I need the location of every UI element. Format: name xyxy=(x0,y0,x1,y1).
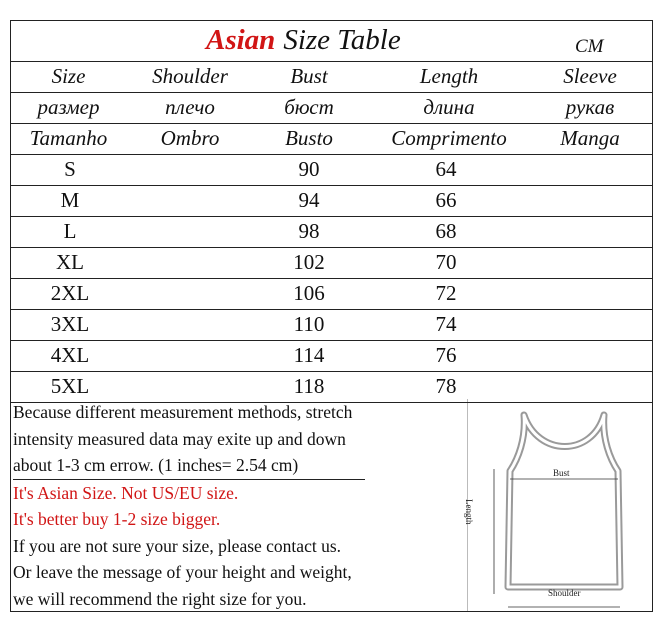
header-cell: Ombro xyxy=(160,126,220,150)
size-cell: L xyxy=(63,219,77,243)
header-row xyxy=(11,123,652,155)
length-cell: 70 xyxy=(435,250,457,274)
table-row xyxy=(11,340,652,372)
note-warning: It's better buy 1-2 size bigger. xyxy=(13,509,221,529)
title-text: Size Table xyxy=(283,24,401,56)
length-cell: 68 xyxy=(435,219,457,243)
table-row xyxy=(11,185,652,217)
header-cell: бюст xyxy=(284,95,334,119)
length-cell: 74 xyxy=(435,312,457,336)
bust-cell: 94 xyxy=(298,188,320,212)
bust-cell: 98 xyxy=(298,219,320,243)
size-cell: 2XL xyxy=(50,281,90,305)
note-line: Because different measurement methods, stretch xyxy=(13,402,353,422)
header-cell: Length xyxy=(419,64,479,88)
table-row xyxy=(11,154,652,186)
size-cell: M xyxy=(60,188,80,212)
header-cell: Manga xyxy=(560,126,620,150)
table-row xyxy=(11,371,652,403)
header-cell: размер xyxy=(37,95,100,119)
unit-label: CM xyxy=(575,36,604,57)
header-cell: плечо xyxy=(165,95,215,119)
size-cell: 3XL xyxy=(50,312,90,336)
title-row xyxy=(11,21,652,62)
title-accent: Asian xyxy=(206,24,276,56)
bust-label: Bust xyxy=(553,468,570,478)
length-cell: 64 xyxy=(435,157,457,181)
table-title xyxy=(206,24,401,57)
table-row xyxy=(11,309,652,341)
bust-cell: 118 xyxy=(293,374,325,398)
header-cell: Bust xyxy=(290,64,328,88)
header-cell: Sleeve xyxy=(563,64,617,88)
note-line: about 1-3 cm errow. (1 inches= 2.54 cm) xyxy=(13,452,365,480)
note-line: we will recommend the right size for you. xyxy=(13,588,307,609)
size-cell: XL xyxy=(56,250,84,274)
size-cell: S xyxy=(64,157,76,181)
length-label: Length xyxy=(464,499,474,525)
note-line: If you are not sure your size, please contact us. xyxy=(13,535,342,556)
table-row xyxy=(11,216,652,248)
bust-cell: 106 xyxy=(293,281,325,305)
bust-cell: 110 xyxy=(293,312,325,336)
size-cell: 4XL xyxy=(50,343,90,367)
shoulder-label: Shoulder xyxy=(548,588,581,598)
note-line: intensity measured data may exite up and down xyxy=(13,428,346,449)
note-line: Or leave the message of your height and weight, xyxy=(13,562,352,582)
header-cell: рукав xyxy=(565,95,615,119)
size-cell: 5XL xyxy=(50,374,90,398)
header-cell: Shoulder xyxy=(152,64,228,88)
header-cell: Size xyxy=(51,64,86,88)
header-cell: Comprimento xyxy=(391,126,507,150)
header-cell: Busto xyxy=(285,126,333,150)
garment-diagram xyxy=(464,399,653,611)
notes xyxy=(13,399,468,612)
length-cell: 76 xyxy=(435,343,457,367)
bust-cell: 90 xyxy=(298,157,320,181)
tank-top-outline xyxy=(468,399,653,611)
header-row xyxy=(11,92,652,124)
length-cell: 78 xyxy=(435,374,457,398)
table-row xyxy=(11,278,652,310)
length-cell: 72 xyxy=(435,281,457,305)
length-cell: 66 xyxy=(435,188,457,212)
header-cell: Tamanho xyxy=(29,126,108,150)
size-table xyxy=(10,20,653,612)
bust-cell: 102 xyxy=(293,250,325,274)
header-row xyxy=(11,61,652,93)
table-row xyxy=(11,247,652,279)
bust-cell: 114 xyxy=(293,343,325,367)
note-warning: It's Asian Size. Not US/EU size. xyxy=(13,482,239,503)
header-cell: длина xyxy=(423,95,475,119)
